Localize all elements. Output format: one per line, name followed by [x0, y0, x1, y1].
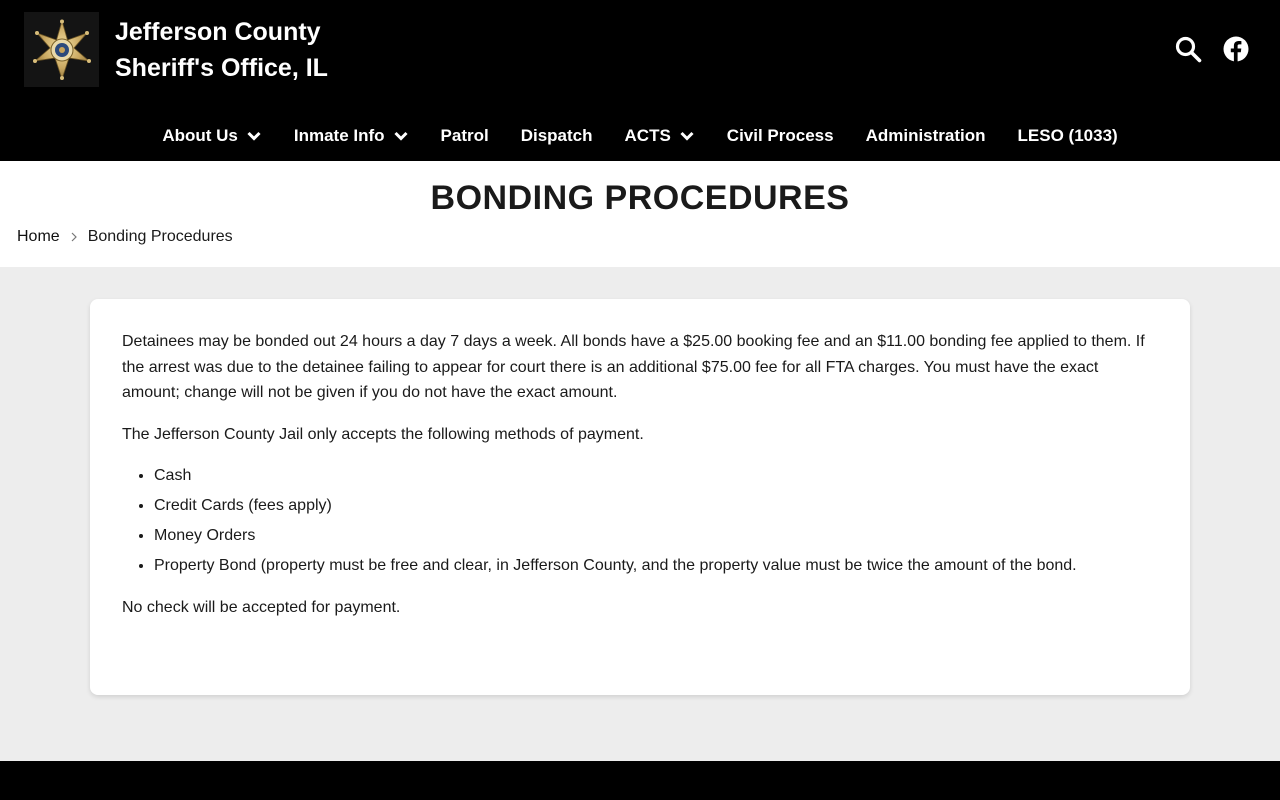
nav-item-acts[interactable]	[625, 126, 695, 146]
breadcrumb-home-link[interactable]: Home	[17, 228, 60, 245]
nav-item-about-us[interactable]	[162, 126, 262, 146]
nav-item-label: Inmate Info	[293, 126, 385, 145]
site-title-line1: Jefferson County	[115, 18, 321, 46]
nav-item-dispatch[interactable]	[521, 126, 593, 146]
no-check-paragraph: No check will be accepted for payment.	[122, 599, 401, 616]
nav-item-label: ACTS	[624, 126, 671, 145]
page-title: BONDING PROCEDURES	[430, 179, 850, 217]
content-card	[90, 299, 1190, 695]
breadcrumb-current: Bonding Procedures	[87, 228, 233, 245]
sheriff-star-icon	[31, 19, 93, 81]
chevron-down-icon	[246, 128, 262, 144]
nav-item-inmate-info[interactable]	[294, 126, 409, 146]
site-title[interactable]	[115, 14, 415, 86]
nav-item-civil-process[interactable]	[727, 126, 834, 146]
list-item: • Credit Cards (fees apply)	[154, 493, 1158, 519]
chevron-down-icon	[393, 128, 409, 144]
site-footer	[0, 761, 1280, 800]
list-item: • Money Orders	[154, 523, 1158, 549]
site-header	[0, 0, 1280, 161]
payment-intro-paragraph: The Jefferson County Jail only accepts the following methods of payment.	[122, 425, 644, 443]
breadcrumb	[17, 228, 233, 246]
nav-item-patrol[interactable]	[441, 126, 489, 146]
list-item: • Cash	[154, 463, 1158, 489]
nav-item-label: About Us	[162, 126, 238, 145]
nav-item-administration[interactable]	[866, 126, 986, 146]
list-item: • Property Bond (property must be free and clear, in Jefferson County, and the property value must be twice the amount of the bond.	[154, 553, 1158, 579]
nav-item-label: Dispatch	[520, 126, 593, 145]
page-title-bar	[0, 161, 1280, 267]
sheriff-badge-logo[interactable]	[24, 12, 99, 87]
bonding-info-paragraph: Detainees may be bonded out 24 hours a day 7 days a week. All bonds have a $25.00 booking fee and an $11.00 bonding fee applied to them. If the arrest was due to the detainee failing to appear for court there is an additional $75.00 fee for all FTA charges. You must have the exact amount; change will not be given if you do not have the exact amount.	[122, 333, 1145, 401]
nav-item-label: LESO (1033)	[1017, 126, 1118, 145]
search-icon[interactable]	[1174, 35, 1202, 63]
nav-item-label: Administration	[865, 126, 986, 145]
chevron-right-icon	[70, 232, 78, 242]
facebook-icon[interactable]	[1222, 35, 1250, 63]
nav-item-label: Civil Process	[726, 126, 834, 145]
site-title-line2: Sheriff's Office, IL	[115, 54, 328, 82]
nav-item-leso[interactable]	[1018, 126, 1118, 146]
payment-methods-list	[154, 463, 1158, 579]
nav-item-label: Patrol	[440, 126, 489, 145]
chevron-down-icon	[679, 128, 695, 144]
main-navigation	[0, 118, 1280, 154]
